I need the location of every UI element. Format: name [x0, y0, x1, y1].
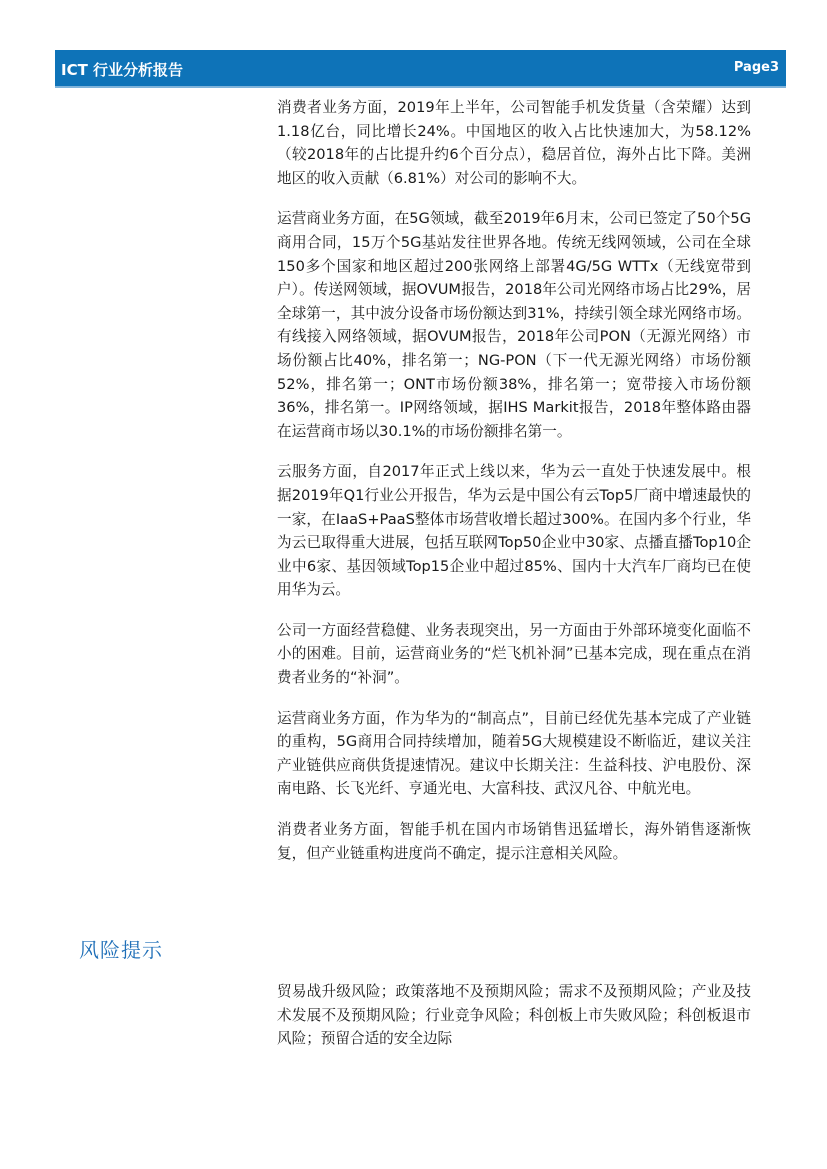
paragraph-carrier-business: 运营商业务方面，在5G领域，截至2019年6月末，公司已签定了50个5G商用合同，15万个5G基站发往世界各地。传统无线网领域，公司在全球150多个国家和地区超过200张网络上部署4G/5G WTTx（无线宽带到户）。传送网领域，据OVUM报告，2018年公司光网络市场占比29%，居全球第一，其中波分设备市场份额达到31%，持续引领全球光网络市场。有线接入网络领域，据OVUM报告，2018年公司PON（无源光网络）市场份额占比40%，排名第一；NG-PON（下一代无源光网络）市场份额52%，排名第一；ONT市场份额38%，排名第一；宽带接入市场份额36%，排名第一。IP网络领域，据IHS Markit报告，2018年整体路由器在运营商市场以30.1%的市场份额排名第一。 — [277, 210, 751, 440]
risk-text: 贸易战升级风险；政策落地不及预期风险；需求不及预期风险；产业及技术发展不及预期风险；行业竞争风险；科创板上市失败风险；科创板退市风险；预留合适的安全边际 — [277, 983, 751, 1048]
paragraph-consumer-business: 消费者业务方面，2019年上半年，公司智能手机发货量（含荣耀）达到1.18亿台，同比增长24%。中国地区的收入占比快速加大，为58.12%（较2018年的占比提升约6个百分点），稳居首位，海外占比下降。美洲地区的收入贡献（6.81%）对公司的影响不大。 — [277, 99, 751, 187]
paragraph-company-outlook: 公司一方面经营稳健、业务表现突出，另一方面由于外部环境变化面临不小的困难。目前，运营商业务的“烂飞机补洞”已基本完成，现在重点在消费者业务的“补洞”。 — [277, 621, 751, 687]
paragraph-carrier-recommendation: 运营商业务方面，作为华为的“制高点”，目前已经优先基本完成了产业链的重构，5G商用合同持续增加，随着5G大规模建设不断临近，建议关注产业链供应商供货提速情况。建议中长期关注：生益科技、沪电股份、深南电路、长飞光纤、亨通光电、大富科技、武汉凡谷、中航光电。 — [277, 709, 751, 798]
page-number: Page3 — [733, 60, 779, 75]
paragraph-cloud-services: 云服务方面，自2017年正式上线以来，华为云一直处于快速发展中。根据2019年Q1行业公开报告，华为云是中国公有云Top5厂商中增速最快的一家，在IaaS+PaaS整体市场营收增长超过300%。在国内多个行业，华为云已取得重大进展，包括互联网Top50企业中30家、点播直播Top10企业中6家、基因领域Top15企业中超过85%、国内十大汽车厂商均已在使用华为云。 — [277, 463, 751, 599]
report-title: ICT 行业分析报告 — [61, 61, 184, 79]
page-header — [55, 50, 786, 88]
risk-section-title: 风险提示 — [79, 938, 163, 962]
paragraph-consumer-recommendation: 消费者业务方面，智能手机在国内市场销售迅猛增长，海外销售逐渐恢复，但产业链重构进度尚不确定，提示注意相关风险。 — [277, 821, 751, 862]
main-content — [277, 96, 751, 882]
